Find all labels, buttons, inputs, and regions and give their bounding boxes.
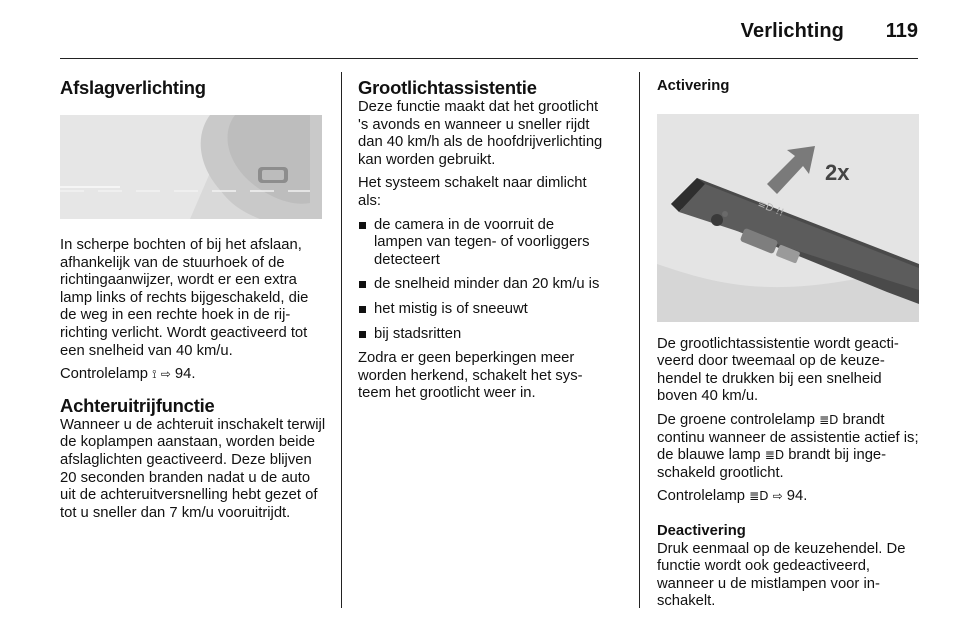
list-item: het mistig is of sneeuwt [358,301,606,319]
column-1 [60,60,326,522]
stalk-svg [657,114,919,322]
dimlight-conditions-list [358,217,606,344]
indicator-paragraph: De groene controlelamp ≣D brandt continu wanneer de assistentie actief is; de blauwe lamp ≣D brandt bij ingeschakeld grootlicht. [657,411,919,481]
control-lamp-line-2: Controlelamp ≣D ⇨ 94. [657,488,808,505]
dimlight-condition-intro: Het systeem schakelt naar dimlicht als: [358,175,587,209]
high-beam-assist-icon: ≣D [819,412,839,427]
heading-activering: Activering [657,78,730,94]
heading-achteruitrijfunctie: Achteruitrijfunctie [60,394,215,416]
cornering-paragraph: In scherpe bochten of bij het afslaan, afhankelijk van de stuurhoek of de richtingaanwijzer, wordt er een extra lamp links of rechts bijgeschakeld, die de weg in een rechte hoek in de rijrichting verlicht. Wordt geactiveerd tot een snelheid van 40 km/u. [60,237,309,359]
road-illustration-svg [60,115,322,219]
reverse-paragraph: Wanneer u de achteruit inschakelt terwijl de koplampen aanstaan, worden beide afslaglichten geactiveerd. Deze blijven 20 seconden branden nadat u de auto uit de achteruitversnelling hebt gezet of tot u sneller dan 7 km/u vooruitrijdt. [60,416,326,521]
list-item: de snelheid minder dan 20 km/u is [358,276,606,294]
cornering-light-illustration [60,115,322,219]
header-rule [60,58,918,59]
heading-deactivering: Deactivering [657,522,746,539]
control-lamp-line-1: Controlelamp ⟟ ⇨ 94. [60,366,196,383]
list-item: bij stadsritten [358,326,606,344]
page-number: 119 [885,20,918,42]
list-item: de camera in de voorruit de lampen van tegen- of voorliggers detecteert [358,217,606,270]
column-3 [657,60,920,611]
press-twice-label: 2x [825,159,850,185]
section-title: Verlichting [740,20,844,42]
cornering-light-icon: ⟟ [152,367,157,382]
heading-grootlichtassistentie: Grootlichtassistentie [358,77,537,98]
page-reference-arrow-icon: ⇨ [160,367,171,382]
reactivation-paragraph: Zodra er geen beperkingen meer worden herkend, schakelt het systeem het grootlicht weer in. [358,350,583,402]
heading-afslagverlichting: Afslagverlichting [60,77,206,98]
assist-intro-paragraph: Deze functie maakt dat het grootlicht 's avonds en wanneer u sneller rijdt dan 40 km/h als de hoofdrijverlichting kan worden gebruikt. [358,99,603,168]
column-2 [358,60,606,403]
page-reference-arrow-icon: ⇨ [772,489,783,504]
svg-text:≡D !!: ≡D !! [755,198,786,219]
column-divider-2 [639,72,640,608]
high-beam-icon: ≣D [764,448,785,463]
activation-paragraph: De grootlichtassistentie wordt geactiveerd door tweemaal op de keuzehendel te drukken bij een snelheid boven 40 km/u. [657,335,899,405]
column-divider-1 [341,72,342,608]
stalk-illustration [657,114,919,322]
page-header [60,0,918,60]
deactivation-paragraph: Druk eenmaal op de keuzehendel. De functie wordt ook gedeactiveerd, wanneer u de mistlampen voor inschakelt. [657,540,906,610]
high-beam-assist-icon: ≣D [749,489,769,504]
